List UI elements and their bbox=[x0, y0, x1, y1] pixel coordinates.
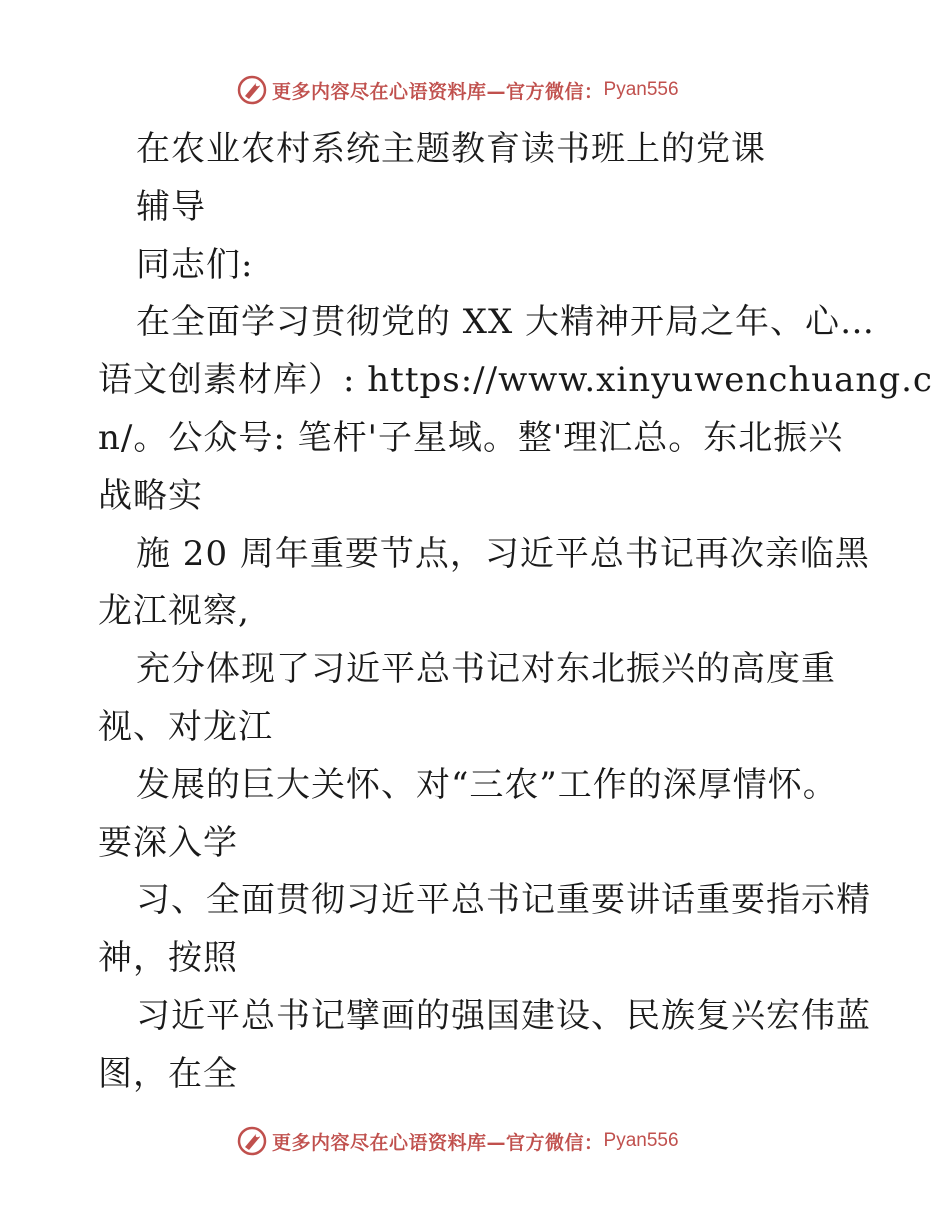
text-line: 视、对龙江 bbox=[98, 706, 273, 747]
text-line: n/。公众号: 笔杆'子星域。整'理汇总。东北振兴 bbox=[98, 417, 844, 458]
text-line: 在农业农村系统主题教育读书班上的党课 bbox=[136, 129, 766, 169]
pen-nib-seal-icon bbox=[236, 74, 268, 106]
pen-nib-seal-icon bbox=[236, 1125, 268, 1157]
text-line: 充分体现了习近平总书记对东北振兴的高度重 bbox=[136, 649, 836, 690]
text-line: 龙江视察, bbox=[98, 591, 250, 632]
text-line: 神，按照 bbox=[98, 938, 238, 979]
text-line: 辅导 bbox=[136, 186, 206, 227]
document-body bbox=[98, 121, 933, 1104]
header-watermark bbox=[236, 73, 679, 107]
text-line: 习、全面贯彻习近平总书记重要讲话重要指示精 bbox=[136, 880, 871, 921]
watermark-wechat-id: Pyan556 bbox=[603, 1130, 679, 1151]
text-line: 战略实 bbox=[98, 475, 203, 516]
watermark-wechat-id: Pyan556 bbox=[603, 79, 679, 100]
text-line: 图，在全 bbox=[98, 1053, 238, 1094]
watermark-text: 更多内容尽在心语资料库—官方微信： bbox=[272, 80, 604, 103]
text-line: 习近平总书记擘画的强国建设、民族复兴宏伟蓝 bbox=[136, 995, 871, 1036]
footer-watermark bbox=[236, 1124, 679, 1158]
text-line: 发展的巨大关怀、对“三农”工作的深厚情怀。 bbox=[136, 764, 838, 805]
text-line: 同志们: bbox=[136, 244, 254, 285]
text-line: 在全面学习贯彻党的 XX 大精神开局之年、心… bbox=[136, 302, 876, 343]
watermark-text: 更多内容尽在心语资料库—官方微信： bbox=[272, 1131, 604, 1154]
text-line: 要深入学 bbox=[98, 822, 238, 863]
text-line: 语文创素材库）: https://www.xinyuwenchuang.c bbox=[98, 360, 933, 401]
text-line: 施 20 周年重要节点，习近平总书记再次亲临黑 bbox=[136, 533, 870, 574]
